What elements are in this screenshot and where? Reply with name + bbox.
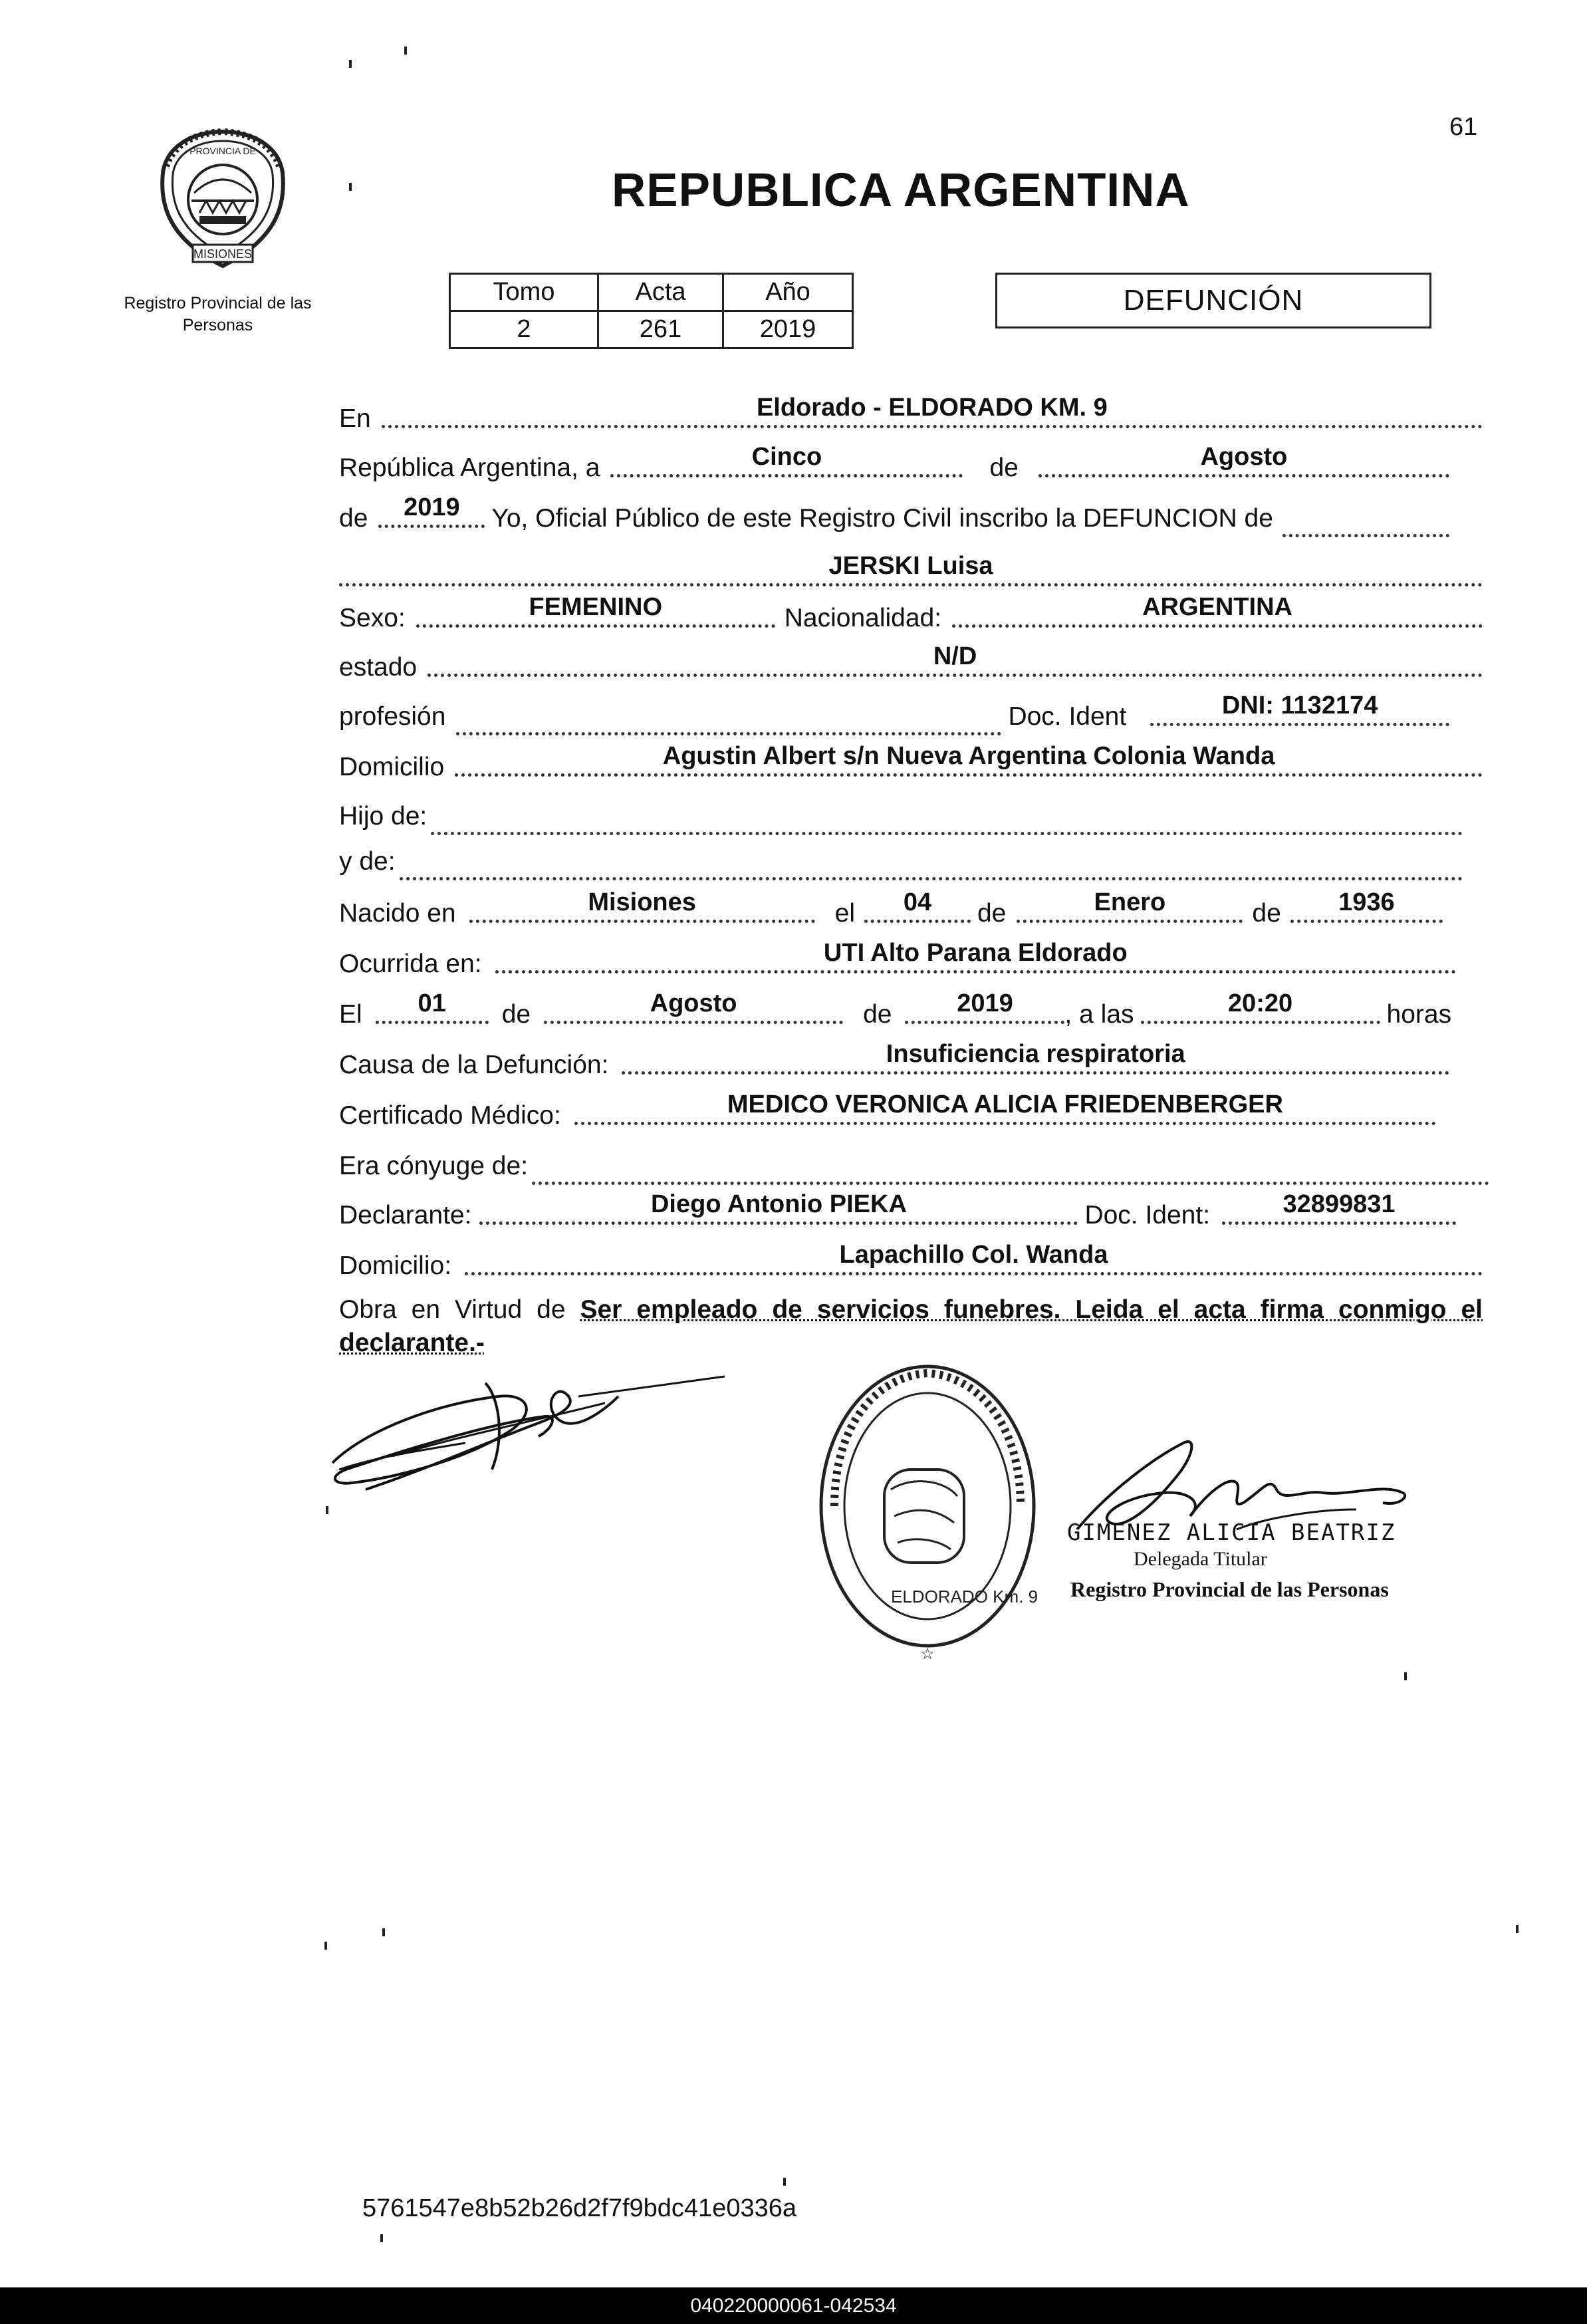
svg-text:☆: ☆ <box>920 1645 935 1662</box>
label-declarant-domicile: Domicilio: <box>339 1251 452 1280</box>
official-role: Delegada Titular <box>1134 1548 1267 1570</box>
value-civil-status: N/D <box>427 642 1483 677</box>
row-declarant-domicile <box>339 1241 1483 1285</box>
value-birth-place: Misiones <box>469 888 815 923</box>
page-number: 61 <box>1449 113 1478 141</box>
label-child-of: Hijo de: <box>339 802 427 831</box>
label-sex: Sexo: <box>339 604 406 632</box>
scan-speck <box>380 2234 383 2242</box>
reference-header-anio: Año <box>723 274 853 311</box>
value-declarant-doc: 32899831 <box>1222 1190 1456 1225</box>
label-medical-certificate: Certificado Médico: <box>339 1101 561 1130</box>
value-day-written: Cinco <box>610 443 963 477</box>
label-en: En <box>339 404 371 433</box>
value-domicile: Agustin Albert s/n Nueva Argentina Colonia Wanda <box>455 742 1483 777</box>
label-death-de-1: de <box>501 1000 531 1029</box>
reference-table-header-row <box>450 274 853 311</box>
scan-speck <box>404 47 407 55</box>
label-time: , a las <box>1064 1000 1134 1029</box>
label-occurred: Ocurrida en: <box>339 950 482 978</box>
scan-speck <box>324 1942 327 1950</box>
label-obra: Obra en Virtud de <box>339 1295 566 1324</box>
label-born-de-1: de <box>977 899 1007 928</box>
scan-speck <box>349 60 352 68</box>
row-medical-certificate <box>339 1091 1436 1134</box>
scan-speck <box>326 1506 328 1514</box>
label-cause: Causa de la Defunción: <box>339 1051 609 1079</box>
value-declarant: Diego Antonio PIEKA <box>479 1190 1078 1225</box>
label-death-el: El <box>339 1000 362 1029</box>
value-birth-year: 1936 <box>1290 888 1443 923</box>
official-registry: Registro Provincial de las Personas <box>1070 1577 1389 1601</box>
row-occurred <box>339 939 1456 983</box>
row-born <box>339 888 1443 932</box>
value-death-day: 01 <box>376 989 489 1024</box>
label-death-de-2: de <box>863 1000 892 1029</box>
seal-inner-text: ELDORADO Km. 9 <box>891 1587 1038 1607</box>
scan-speck <box>349 183 352 191</box>
row-spouse <box>339 1145 1489 1185</box>
row-child-of <box>339 795 1463 835</box>
scan-speck <box>382 1928 385 1936</box>
value-spouse <box>532 1150 1489 1185</box>
value-cause: Insuficiencia respiratoria <box>622 1040 1449 1075</box>
row-deceased-name <box>339 547 1483 586</box>
row-sex-nationality <box>339 593 1483 637</box>
value-deceased-name: JERSKI Luisa <box>339 552 1483 586</box>
reference-value-acta: 261 <box>598 311 723 348</box>
document-hash: 5761547e8b52b26d2f7f9bdc41e0336a <box>362 2194 796 2222</box>
label-born: Nacido en <box>339 899 456 928</box>
obra-paragraph <box>339 1293 1483 1360</box>
label-doc-ident: Doc. Ident <box>1008 702 1127 731</box>
value-profession <box>456 701 1001 735</box>
emblem-text-top: PROVINCIA DE <box>189 146 256 156</box>
value-occurred: UTI Alto Parana Eldorado <box>495 939 1456 973</box>
value-birth-month: Enero <box>1017 888 1243 923</box>
label-civil-status: estado <box>339 653 418 682</box>
label-de-year: de <box>339 504 368 533</box>
label-declarant-doc: Doc. Ident: <box>1084 1201 1211 1229</box>
registry-caption: Registro Provincial de las Personas <box>124 294 312 334</box>
value-sex: FEMENINO <box>416 593 775 628</box>
row-date <box>339 443 1449 487</box>
row-en <box>339 394 1483 438</box>
value-record-year: 2019 <box>378 493 485 528</box>
declarant-signature <box>326 1356 731 1509</box>
label-declarant: Declarante: <box>339 1201 472 1229</box>
value-child-of <box>431 801 1463 835</box>
value-doc-ident: DNI: 1132174 <box>1150 692 1449 726</box>
reference-value-anio: 2019 <box>723 311 853 348</box>
reference-table-value-row <box>450 311 853 348</box>
label-nationality: Nacionalidad: <box>784 604 942 632</box>
value-death-month: Agosto <box>544 989 843 1024</box>
label-born-de-2: de <box>1252 899 1281 928</box>
value-nationality: ARGENTINA <box>952 593 1483 628</box>
scan-speck <box>783 2178 786 2186</box>
scan-speck <box>1404 1672 1407 1680</box>
label-spouse: Era cónyuge de: <box>339 1152 529 1180</box>
value-month-written: Agosto <box>1038 443 1449 477</box>
row-declarant <box>339 1190 1456 1234</box>
reference-header-tomo: Tomo <box>450 274 598 311</box>
label-hours: horas <box>1386 1000 1452 1029</box>
value-en: Eldorado - ELDORADO KM. 9 <box>382 394 1483 428</box>
row-profession-doc <box>339 692 1449 735</box>
row-domicile <box>339 742 1483 786</box>
value-death-time: 20:20 <box>1141 989 1380 1024</box>
value-and-of <box>400 846 1463 880</box>
reference-header-acta: Acta <box>598 274 723 311</box>
label-de-month: de <box>989 453 1019 482</box>
statement-text: Yo, Oficial Público de este Registro Civil inscribo la DEFUNCION de <box>491 504 1273 533</box>
page-title: REPUBLICA ARGENTINA <box>612 164 1190 217</box>
label-and-of: y de: <box>339 847 396 876</box>
label-born-el: el <box>834 899 855 928</box>
value-medical-certificate: MEDICO VERONICA ALICIA FRIEDENBERGER <box>574 1091 1436 1125</box>
official-name: GIMENEZ ALICIA BEATRIZ <box>1067 1519 1396 1546</box>
row-year-statement <box>339 493 1449 537</box>
label-profession: profesión <box>339 702 446 731</box>
value-obra: Ser empleado de servicios funebres. Leida el acta firma conmigo el declarante.- <box>339 1295 1483 1357</box>
value-death-year: 2019 <box>905 989 1064 1024</box>
value-declarant-domicile: Lapachillo Col. Wanda <box>465 1241 1483 1275</box>
row-and-of <box>339 840 1463 880</box>
label-domicile: Domicilio <box>339 753 445 781</box>
provincial-emblem-icon <box>153 126 293 273</box>
scan-speck <box>1516 1925 1519 1933</box>
reference-value-tomo: 2 <box>450 311 598 348</box>
row-cause <box>339 1040 1449 1084</box>
statement-trailer <box>1282 503 1449 537</box>
registry-seal-icon <box>811 1356 1044 1662</box>
label-republica: República Argentina, a <box>339 453 600 482</box>
reference-table <box>449 273 854 349</box>
emblem-text-bottom: MISIONES <box>193 247 253 261</box>
barcode-number-bar: 040220000061-042534 <box>0 2287 1587 2324</box>
value-birth-day: 04 <box>864 888 971 923</box>
row-civil-status <box>339 642 1483 686</box>
row-death-date <box>339 989 1483 1033</box>
document-type-box: DEFUNCIÓN <box>995 273 1431 328</box>
